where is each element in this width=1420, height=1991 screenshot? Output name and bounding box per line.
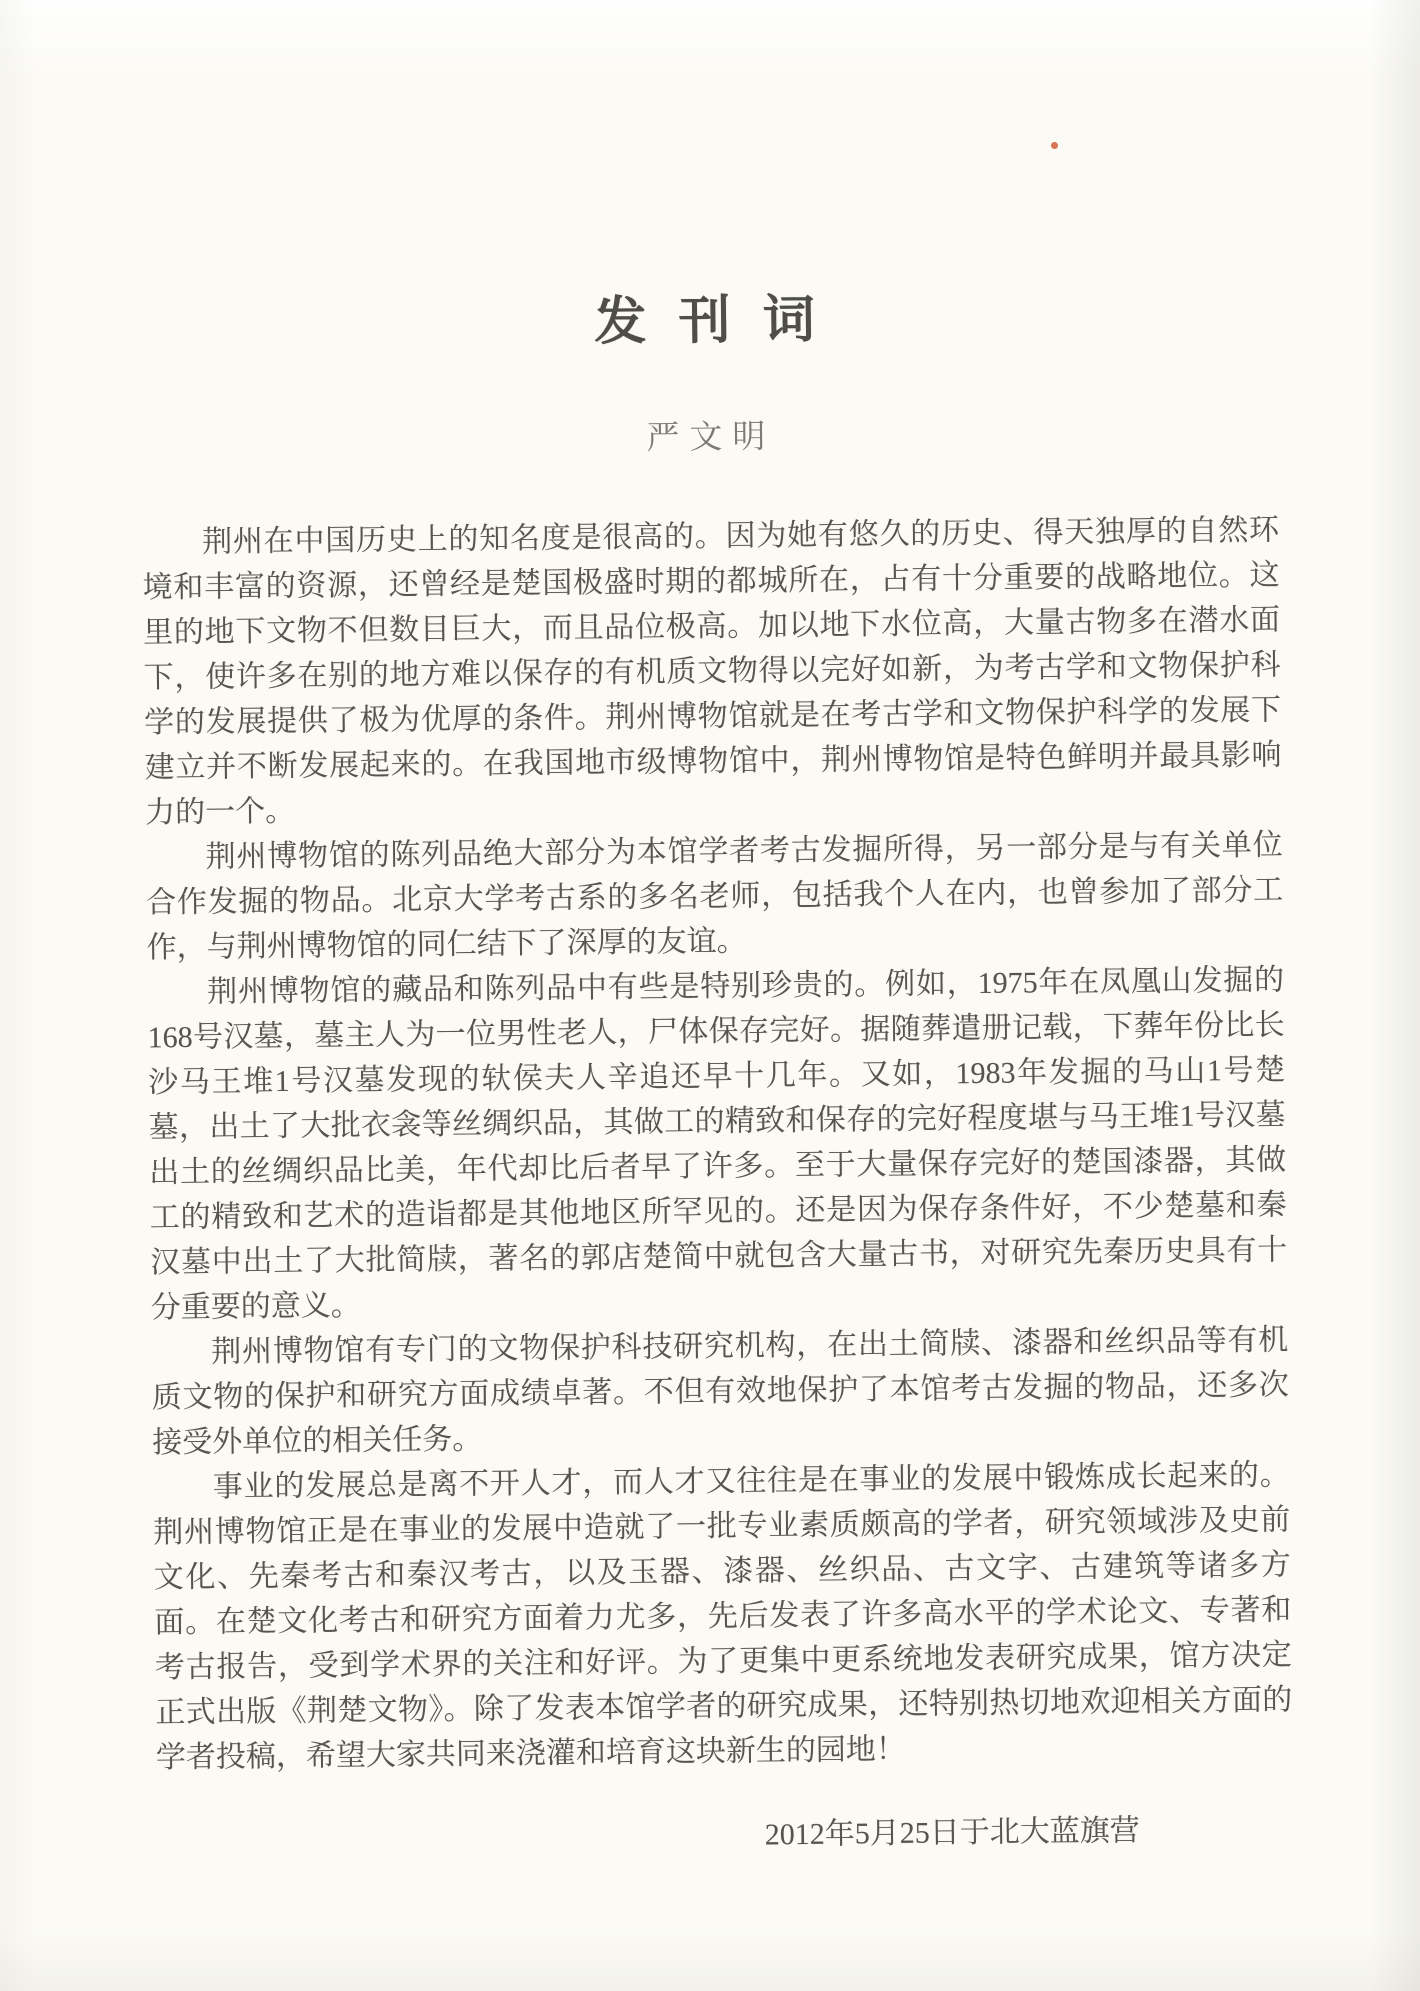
paragraph: 事业的发展总是离不开人才，而人才又往往是在事业的发展中锻炼成长起来的。荆州博物馆正是在事业的发展中造就了一批专业素质颇高的学者，研究领域涉及史前文化、先秦考古和秦汉考古，以及玉器、漆器、丝织品、古文字、古建筑等诸多方面。在楚文化考古和研究方面着力尤多，先后发表了许多高水平的学术论文、专著和考古报告，受到学术界的关注和好评。为了更集中更系统地发表研究成果，馆方决定正式出版《荆楚文物》。除了发表本馆学者的研究成果，还特别热切地欢迎相关方面的学者投稿，希望大家共同来浇灌和培育这块新生的园地！: [153, 1458, 1293, 1775]
dateline: 2012年5月25日于北大蓝旗营: [764, 1814, 1140, 1852]
paragraph: 荆州博物馆的藏品和陈列品中有些是特别珍贵的。例如，1975年在凤凰山发掘的168号汉墓，墓主人为一位男性老人，尸体保存完好。据随葬遣册记载，下葬年份比长沙马王堆1号汉墓发现的轪侯夫人辛追还早十几年。又如，1983年发掘的马山1号楚墓，出土了大批衣衾等丝绸织品，其做工的精致和保存的完好程度堪与马王堆1号汉墓出土的丝绸织品比美，年代却比后者早了许多。至于大量保存完好的楚国漆器，其做工的精致和艺术的造诣都是其他地区所罕见的。还是因为保存条件好，不少楚墓和秦汉墓中出土了大批简牍，著名的郭店楚简中就包含大量古书，对研究先秦历史具有十分重要的意义。: [147, 963, 1288, 1325]
body-paragraphs: [142, 508, 1293, 1781]
page-title: 发刊词: [594, 291, 848, 352]
author-name: 严文明: [646, 419, 776, 457]
paragraph: 荆州在中国历史上的知名度是很高的。因为她有悠久的历史、得天独厚的自然环境和丰富的资源，还曾经是楚国极盛时期的都城所在，占有十分重要的战略地位。这里的地下文物不但数目巨大，而且品位极高。加以地下水位高，大量古物多在潜水面下，使许多在别的地方难以保存的有机质文物得以完好如新，为考古学和文物保护科学的发展提供了极为优厚的条件。荆州博物馆就是在考古学和文物保护科学的发展下建立并不断发展起来的。在我国地市级博物馆中，荆州博物馆是特色鲜明并最具影响力的一个。: [142, 513, 1282, 830]
paragraph: 荆州博物馆有专门的文物保护科技研究机构，在出土简牍、漆器和丝织品等有机质文物的保护和研究方面成绩卓著。不但有效地保护了本馆考古发掘的物品，还多次接受外单位的相关任务。: [151, 1323, 1289, 1460]
paragraph: 荆州博物馆的陈列品绝大部分为本馆学者考古发掘所得，另一部分是与有关单位合作发掘的物品。北京大学考古系的多名老师，包括我个人在内，也曾参加了部分工作，与荆州博物馆的同仁结下了深厚的友谊。: [145, 828, 1284, 965]
